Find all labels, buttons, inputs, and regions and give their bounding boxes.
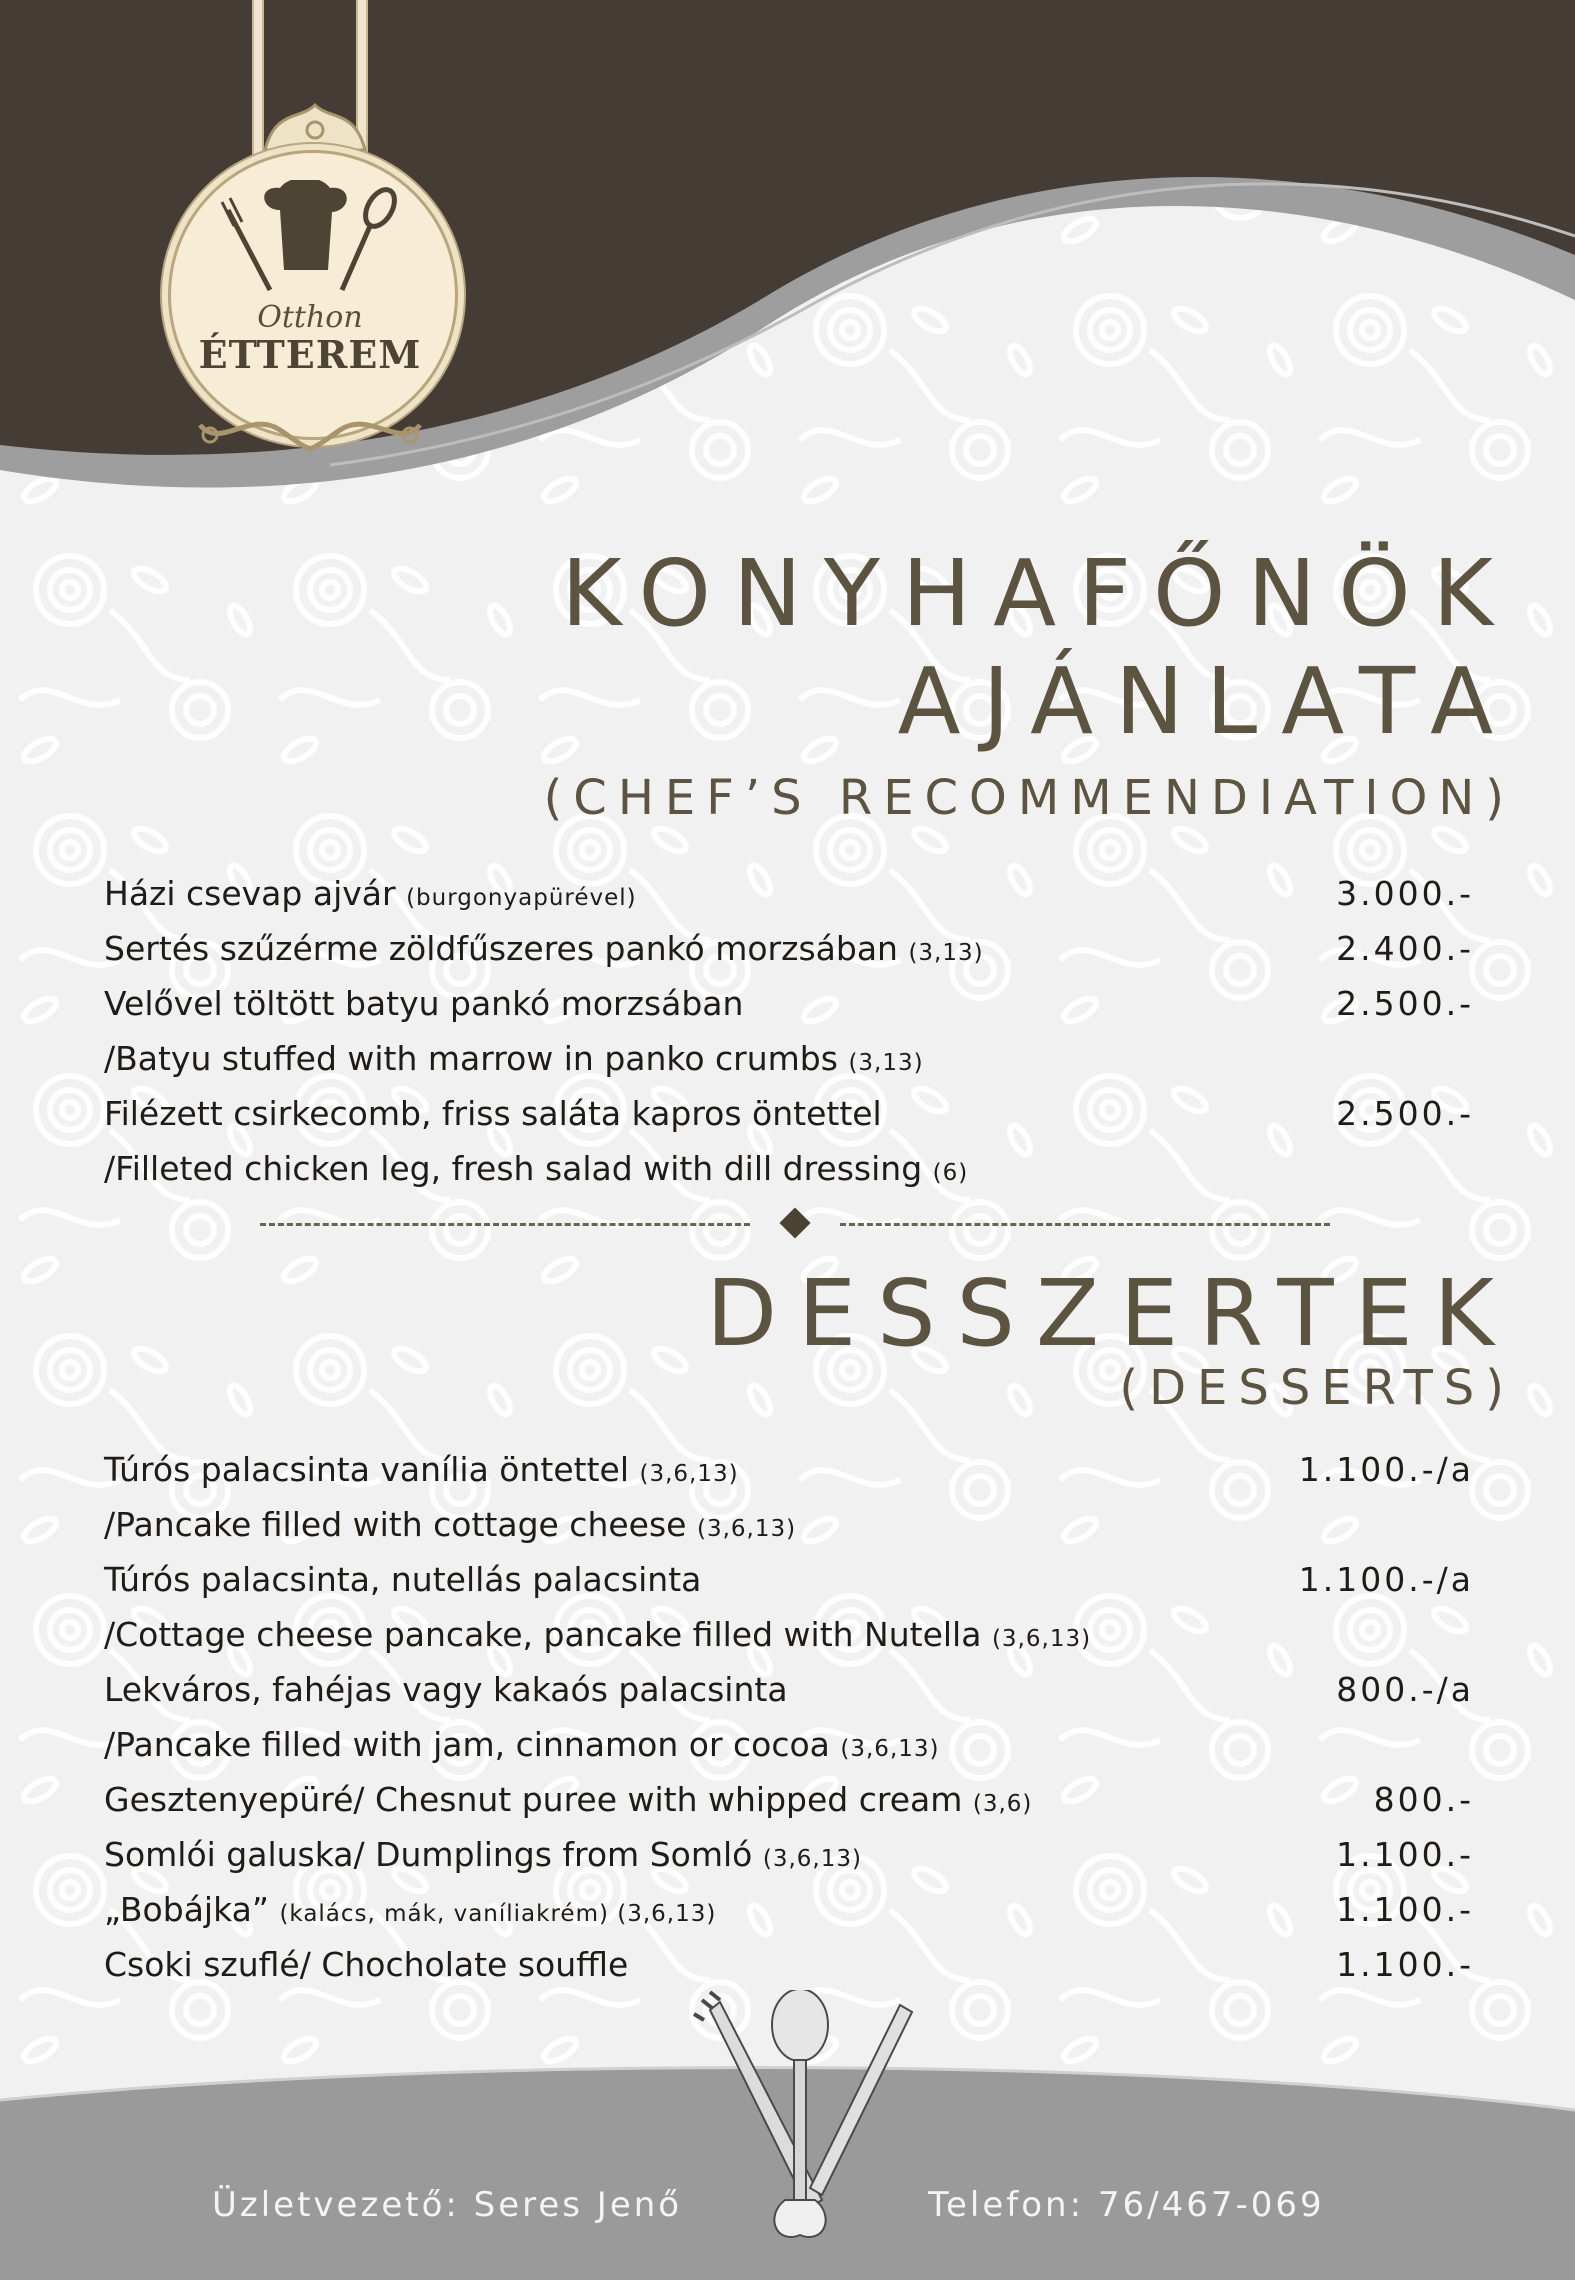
menu-item-name: „Bobájka” (kalács, mák, vaníliakrém) (3,6,13) xyxy=(104,1890,717,1929)
menu-item xyxy=(104,1086,1474,1141)
menu-item-name: /Pancake filled with cottage cheese (3,6,13) xyxy=(104,1505,797,1544)
menu-item-note: (burgonyapürével) xyxy=(406,885,637,911)
menu-item-price: 2.400.- xyxy=(1336,929,1474,968)
menu-item-note: (3,13) xyxy=(848,1050,924,1076)
menu-item-note: (kalács, mák, vaníliakrém) (3,6,13) xyxy=(279,1901,717,1927)
menu-item-note: (3,6,13) xyxy=(639,1461,739,1487)
menu-item-name: Somlói galuska/ Dumplings from Somló (3,6,13) xyxy=(104,1835,862,1874)
menu-item xyxy=(104,1607,1474,1662)
menu-item xyxy=(104,1497,1474,1552)
menu-item-price: 3.000.- xyxy=(1336,874,1474,913)
menu-item-note: (3,6,13) xyxy=(762,1846,862,1872)
menu-item-note: (3,6) xyxy=(972,1791,1033,1817)
divider-line-left xyxy=(260,1223,750,1226)
menu-item-note: (3,13) xyxy=(908,940,984,966)
menu-item-price: 1.100.- xyxy=(1336,1890,1474,1929)
dessert-menu-list xyxy=(104,1442,1474,1992)
menu-item xyxy=(104,1827,1474,1882)
menu-item xyxy=(104,1141,1474,1196)
menu-item-price: 2.500.- xyxy=(1336,984,1474,1023)
menu-item-note: (3,6,13) xyxy=(991,1626,1092,1652)
logo-name: ÉTTEREM xyxy=(198,332,422,377)
menu-item xyxy=(104,1552,1474,1607)
menu-item xyxy=(104,866,1474,921)
chef-menu-list xyxy=(104,866,1474,1196)
menu-item-name: /Filleted chicken leg, fresh salad with dill dressing (6) xyxy=(104,1149,969,1188)
menu-item-price: 1.100.-/a xyxy=(1298,1450,1474,1489)
menu-item-name: Csoki szuflé/ Chocholate souffle xyxy=(104,1945,629,1984)
logo-bottom-ornament xyxy=(190,405,430,455)
menu-item xyxy=(104,1662,1474,1717)
menu-item xyxy=(104,976,1474,1031)
menu-item-name: /Pancake filled with jam, cinnamon or cocoa (3,6,13) xyxy=(104,1725,940,1764)
divider-line-right xyxy=(840,1223,1330,1226)
menu-item-name: Túrós palacsinta, nutellás palacsinta xyxy=(104,1560,702,1599)
menu-item-price: 2.500.- xyxy=(1336,1094,1474,1133)
menu-item-name: Filézett csirkecomb, friss saláta kapros öntettel xyxy=(104,1094,882,1133)
dessert-subtitle: (DESSERTS) xyxy=(1119,1360,1515,1416)
menu-item-note: (3,6,13) xyxy=(840,1736,940,1762)
menu-item-price: 1.100.- xyxy=(1336,1835,1474,1874)
menu-item-name: Velővel töltött batyu pankó morzsában xyxy=(104,984,744,1023)
menu-item-name: /Cottage cheese pancake, pancake filled with Nutella (3,6,13) xyxy=(104,1615,1092,1654)
footer-phone: Telefon: 76/467-069 xyxy=(928,2185,1325,2225)
section-divider xyxy=(260,1218,1330,1230)
chef-title-line1: KONYHAFŐNÖK xyxy=(561,540,1515,647)
menu-item-price: 1.100.-/a xyxy=(1298,1560,1474,1599)
cutlery-icon xyxy=(690,1990,930,2250)
restaurant-logo xyxy=(160,0,460,470)
chef-hat-cutlery-icon xyxy=(220,180,400,300)
menu-item-name: Lekváros, fahéjas vagy kakaós palacsinta xyxy=(104,1670,788,1709)
footer-manager: Üzletvezető: Seres Jenő xyxy=(212,2185,683,2225)
menu-item-price: 800.- xyxy=(1373,1780,1474,1819)
menu-item-note: (6) xyxy=(932,1160,969,1186)
menu-item xyxy=(104,1772,1474,1827)
menu-item xyxy=(104,921,1474,976)
menu-item-name: Sertés szűzérme zöldfűszeres pankó morzsában (3,13) xyxy=(104,929,984,968)
dessert-title: DESSZERTEK xyxy=(706,1260,1515,1367)
menu-item-note: (3,6,13) xyxy=(696,1516,797,1542)
menu-item-name: Gesztenyepüré/ Chesnut puree with whipped cream (3,6) xyxy=(104,1780,1033,1819)
chef-subtitle: (CHEF’S RECOMMENDIATION) xyxy=(543,770,1515,826)
menu-item xyxy=(104,1442,1474,1497)
menu-item xyxy=(104,1717,1474,1772)
menu-item-price: 800.-/a xyxy=(1336,1670,1474,1709)
menu-item xyxy=(104,1937,1474,1992)
menu-item xyxy=(104,1882,1474,1937)
menu-item xyxy=(104,1031,1474,1086)
menu-item-name: Túrós palacsinta vanília öntettel (3,6,13) xyxy=(104,1450,739,1489)
menu-item-price: 1.100.- xyxy=(1336,1945,1474,1984)
menu-item-name: /Batyu stuffed with marrow in panko crumbs (3,13) xyxy=(104,1039,924,1078)
chef-title-line2: AJÁNLATA xyxy=(897,648,1515,755)
logo-script-text: Otthon xyxy=(257,300,363,335)
menu-item-name: Házi csevap ajvár (burgonyapürével) xyxy=(104,874,637,913)
